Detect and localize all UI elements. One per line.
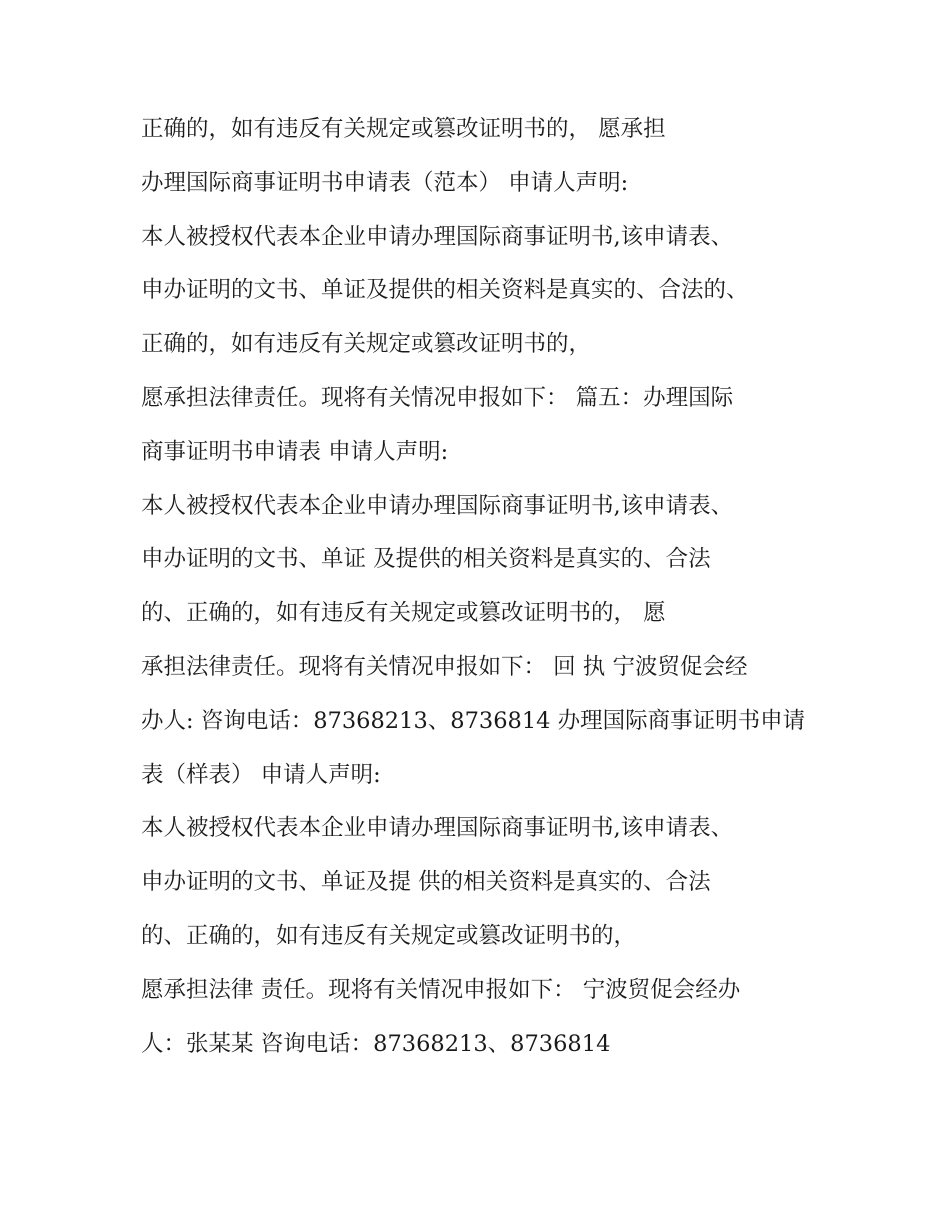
text-line: 申办证明的文书、单证及提供的相关资料是真实的、合法的、 [141, 277, 749, 304]
text-line: 表（样表） 申请人声明: [141, 761, 381, 788]
text-line: 商事证明书申请表 申请人声明: [141, 438, 449, 465]
text-line: 正确的，如有违反有关规定或篡改证明书的， [141, 331, 592, 358]
text-line: 人：张某某 咨询电话：87368213、8736814 [141, 1030, 611, 1057]
text-line: 本人被授权代表本企业申请办理国际商事证明书,该申请表、 [141, 223, 734, 250]
text-line: 愿承担法律责任。现将有关情况申报如下： 篇五：办理国际 [141, 384, 734, 411]
text-line: 申办证明的文书、单证 及提供的相关资料是真实的、合法 [141, 546, 711, 573]
text-line: 本人被授权代表本企业申请办理国际商事证明书,该申请表、 [141, 815, 734, 842]
text-line: 正确的，如有违反有关规定或篡改证明书的， 愿承担 [141, 116, 666, 142]
text-line: 的、正确的，如有违反有关规定或篡改证明书的， [141, 922, 637, 949]
text-line: 办人: 咨询电话：87368213、8736814 办理国际商事证明书申请 [141, 707, 806, 734]
text-line: 愿承担法律 责任。现将有关情况申报如下： 宁波贸促会经办 [141, 976, 741, 1003]
text-line: 办理国际商事证明书申请表（范本） 申请人声明: [141, 169, 629, 196]
text-line: 本人被授权代表本企业申请办理国际商事证明书,该申请表、 [141, 492, 734, 519]
text-line: 承担法律责任。现将有关情况申报如下： 回 执 宁波贸促会经 [141, 653, 748, 680]
document-body [141, 109, 821, 1077]
text-line: 申办证明的文书、单证及提 供的相关资料是真实的、合法 [141, 869, 711, 896]
text-line: 的、正确的，如有违反有关规定或篡改证明书的， 愿 [141, 600, 666, 627]
